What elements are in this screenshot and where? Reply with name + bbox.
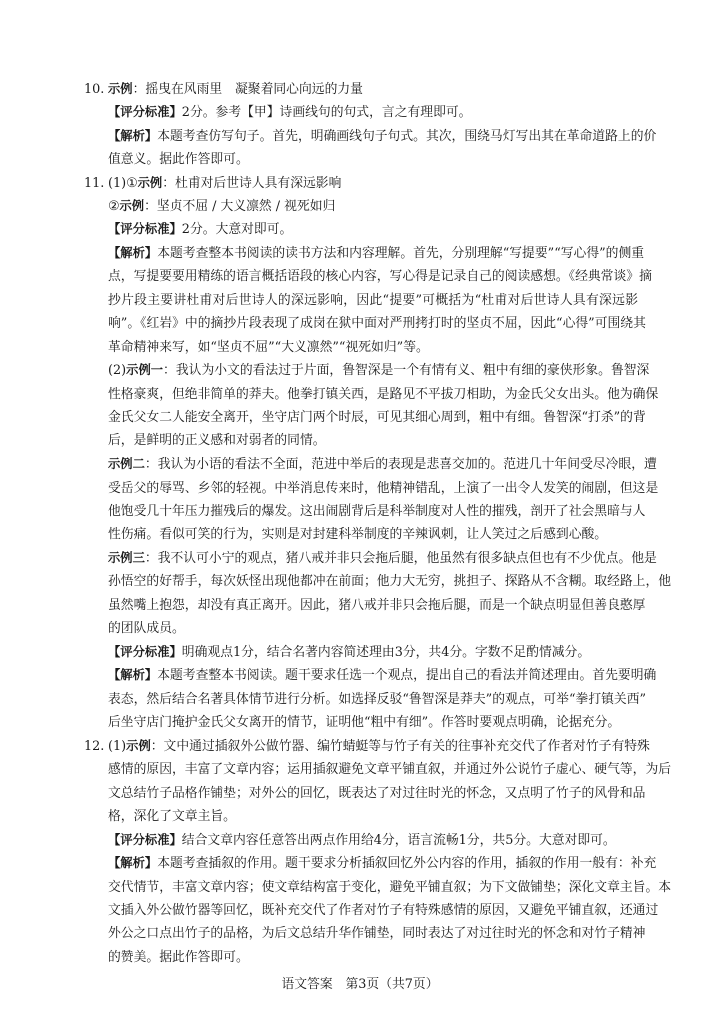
example-label: 示例一 xyxy=(126,363,164,377)
page-footer: 语文答案 第3页（共7页） xyxy=(281,977,439,992)
analysis-line: 革命精神来写，如“坚贞不屈”“大义凛然”“视死如归”等。 xyxy=(108,340,429,355)
analysis-line: 的赞美。据此作答即可。 xyxy=(108,950,249,965)
example-line xyxy=(108,81,638,98)
example-line: 孙悟空的好帮手，每次妖怪出现他都冲在前面；他力大无穷，挑担子、探路从不含糊。取经路上，他 xyxy=(108,574,672,589)
analysis-label: 【解析】 xyxy=(108,246,158,260)
example-line: (1)示例：文中通过插叙外公做竹器、编竹蜻蜓等与竹子有关的往事补充交代了作者对竹子有特殊 xyxy=(108,739,650,754)
example-line: 的团队成员。 xyxy=(108,621,185,636)
question-number: 10. xyxy=(84,82,105,97)
example-line: 受岳父的辱骂、乡邻的轻视。中举消息传来时，他精神错乱，上演了一出令人发笑的闹剧，但这是 xyxy=(108,481,659,496)
analysis-line: 【解析】本题考查仿写句子。首先，明确画线句子句式。其次，围绕马灯写出其在革命道路上的价 xyxy=(108,129,657,144)
analysis-line: 响”。《红岩》中的摘抄片段表现了成岗在狱中面对严刑拷打时的坚贞不屈，因此“心得”可围绕其 xyxy=(108,316,646,331)
example-line: (2)示例一：我认为小文的看法过于片面，鲁智深是一个有情有义、粗中有细的豪侠形象。鲁智深 xyxy=(108,363,650,378)
analysis-line: 值意义。据此作答即可。 xyxy=(108,152,249,167)
example-label: 示例二 xyxy=(108,457,145,471)
example-label: 示例 xyxy=(137,176,163,190)
example-line: 性伤痛。看似可笑的行为，实则是对封建科举制度的辛辣讽刺，让人笑过之后感到心酸。 xyxy=(108,527,608,542)
scoring-label: 【评分标准】 xyxy=(108,222,182,236)
example-line: 示例三：我不认可小宁的观点，猪八戒并非只会拖后腿，他虽然有很多缺点但也有不少优点。他是 xyxy=(108,551,657,566)
scoring-line xyxy=(108,104,638,121)
example-line: 性格豪爽，但绝非简单的莽夫。他拳打镇关西，是路见不平拔刀相助，为金氏父女出头。他为确保 xyxy=(108,387,659,402)
scoring-line: 【评分标准】2分。大意对即可。 xyxy=(108,222,293,237)
analysis-line: 文插入外公做竹器等回忆，既补充交代了作者对竹子有特殊感情的原因，又避免平铺直叙，还通过 xyxy=(108,903,659,918)
example-line: 格，深化了文章主旨。 xyxy=(108,809,236,824)
analysis-label: 【解析】 xyxy=(108,856,158,870)
scoring-line: 【评分标准】结合文章内容任意答出两点作用给4分，语言流畅1分，共5分。大意对即可。 xyxy=(108,833,616,848)
question-number: 11. xyxy=(84,176,105,191)
example-line: 文总结竹子品格作铺垫；对外公的回忆，既表达了对过往时光的怀念，又点明了竹子的风骨和品 xyxy=(108,786,646,801)
analysis-line: 抄片段主要讲杜甫对后世诗人的深远影响，因此“提要”可概括为“杜甫对后世诗人具有深远影 xyxy=(108,293,638,308)
example-line: 他饱受几十年压力摧残后的爆发。这出闹剧背后是科举制度对人性的摧残，剖开了社会黑暗与人 xyxy=(108,504,646,519)
example-label: 示例 xyxy=(119,199,145,213)
analysis-line: 【解析】本题考查整本书阅读的读书方法和内容理解。首先，分别理解“写提要”“写心得”的侧重 xyxy=(108,246,645,261)
analysis-label: 【解析】 xyxy=(108,129,158,143)
scoring-line: 【评分标准】明确观点1分，结合名著内容简述理由3分，共4分。字数不足酌情减分。 xyxy=(108,645,591,660)
example-label: 示例 xyxy=(126,739,151,753)
example-label: 示例 xyxy=(108,82,133,96)
example-line: 示例二：我认为小语的看法不全面，范进中举后的表现是悲喜交加的。范进几十年间受尽冷眼，遭 xyxy=(108,457,657,472)
question-number: 12. xyxy=(84,739,105,754)
scoring-label: 【评分标准】 xyxy=(108,645,182,659)
analysis-line: 点，写提要要用精练的语言概括语段的核心内容，写心得是记录自己的阅读感想。《经典常谈》摘 xyxy=(108,269,652,284)
example-line: (1)①示例：杜甫对后世诗人具有深远影响 xyxy=(108,176,342,191)
example-label: 示例三 xyxy=(108,551,145,565)
example-line: ②示例：坚贞不屈 / 大义凛然 / 视死如归 xyxy=(108,199,336,214)
example-line: 虽然嘴上抱怨，却没有真正离开。因此，猪八戒并非只会拖后腿，而是一个缺点明显但善良憨厚 xyxy=(108,598,646,613)
example-line: 感情的原因，丰富了文章内容；运用插叙避免文章平铺直叙，并通过外公说竹子虚心、硬气等，为后 xyxy=(108,762,672,777)
example-text: ：摇曳在风雨里 凝聚着同心向远的力量 xyxy=(132,82,363,97)
example-line: 金氏父女二人能安全离开，坐守店门两个时辰，可见其细心周到，粗中有细。鲁智深“打杀”的背 xyxy=(108,410,646,425)
scoring-label: 【评分标准】 xyxy=(108,833,182,847)
analysis-line: 【解析】本题考查插叙的作用。题干要求分析插叙回忆外公内容的作用，插叙的作用一般有：补充 xyxy=(108,856,657,871)
analysis-label: 【解析】 xyxy=(108,668,158,682)
analysis-line: 后坐守店门掩护金氏父女离开的情节，证明他“粗中有细”。作答时要观点明确，论据充分。 xyxy=(108,715,621,730)
scoring-text: 2分。参考【甲】诗画线句的句式，言之有理即可。 xyxy=(181,105,472,120)
analysis-line: 【解析】本题考查整本书阅读。题干要求任选一个观点，提出自己的看法并简述理由。首先要明确 xyxy=(108,668,657,683)
analysis-line: 交代情节，丰富文章内容；使文章结构富于变化，避免平铺直叙；为下文做铺垫；深化文章主旨。本 xyxy=(108,880,672,895)
analysis-line: 表态，然后结合名著具体情节进行分析。如选择反驳“鲁智深是莽夫”的观点，可举“拳打镇关西” xyxy=(108,692,647,707)
scoring-label: 【评分标准】 xyxy=(108,105,182,119)
analysis-line: 外公之口点出竹子的品格，为后文总结升华作铺垫，同时表达了对过往时光的怀念和对竹子精神 xyxy=(108,926,646,941)
example-line: 后，是鲜明的正义感和对弱者的同情。 xyxy=(108,433,326,448)
